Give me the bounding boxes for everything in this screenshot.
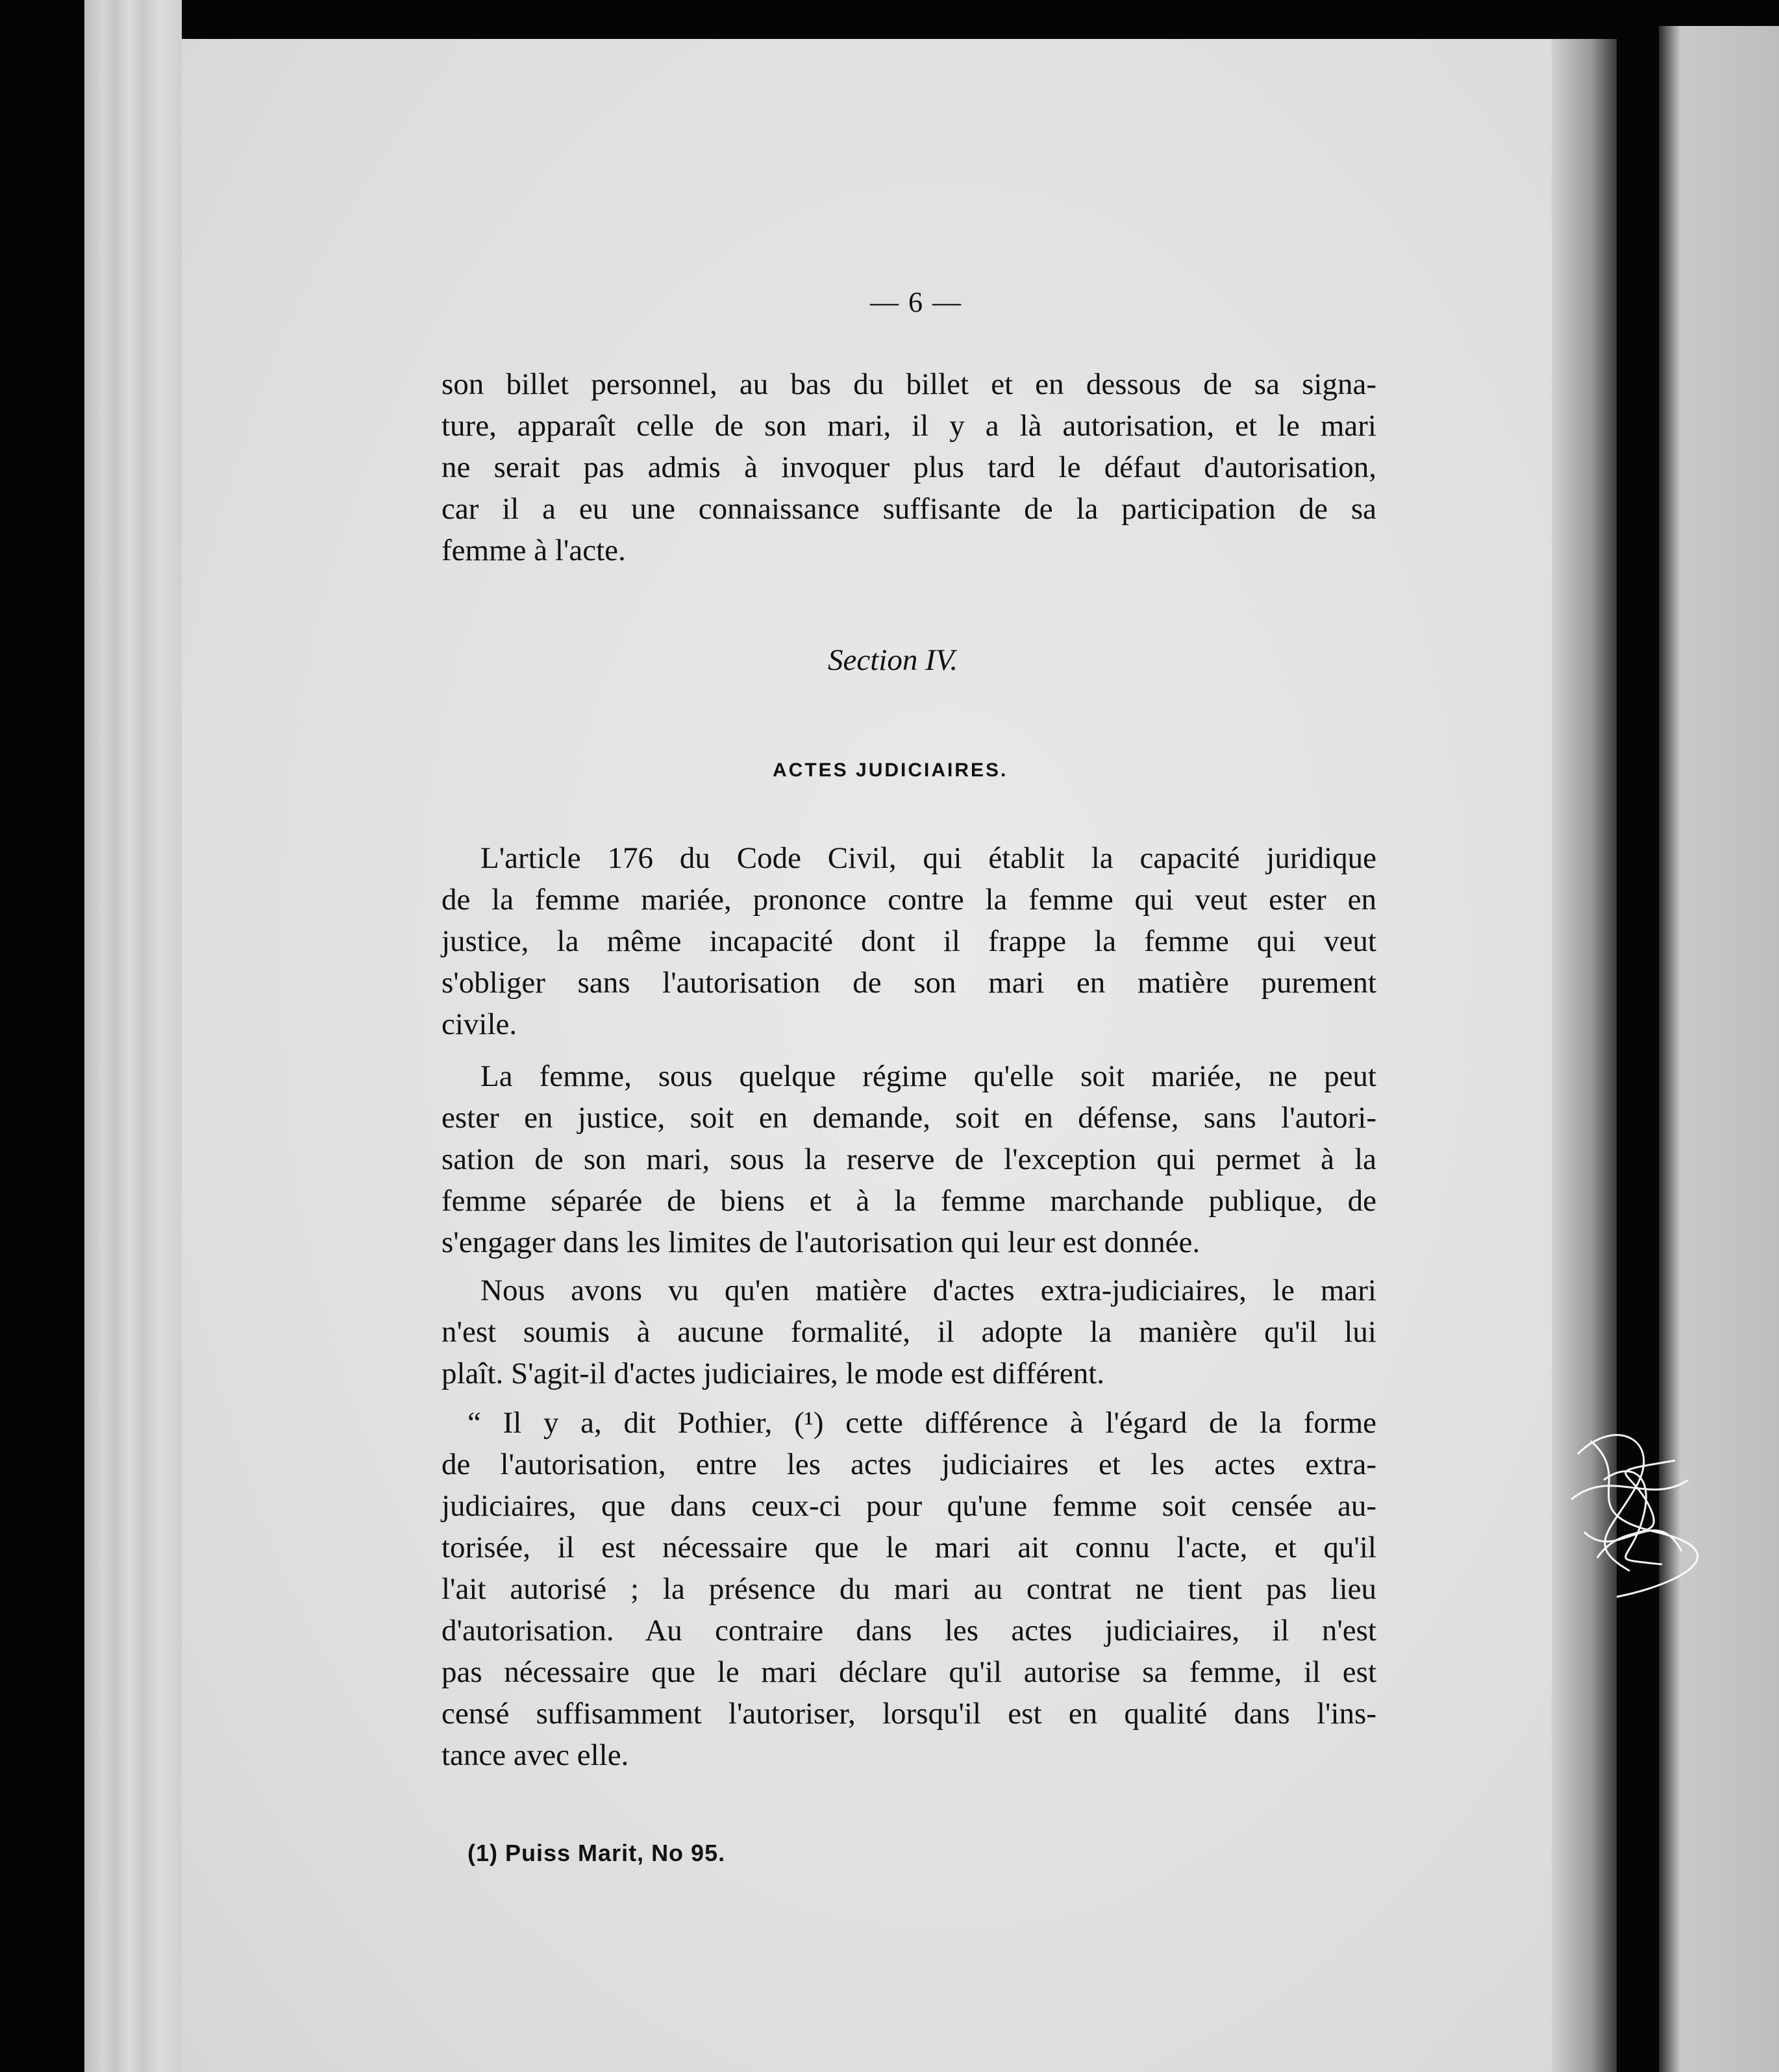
footnote: (1) Puiss Marit, No 95.: [467, 1840, 726, 1866]
page-stack-edges: [84, 0, 182, 2072]
scan-artifact-fibers: [1558, 1402, 1701, 1610]
text-line: judiciaires, que dans ceux-ci pour qu'une femme soit censée au-: [442, 1489, 1376, 1523]
text-line: femme à l'acte.: [442, 534, 626, 567]
page-gutter-shadow: [1552, 39, 1617, 2072]
text-line: ester en justice, soit en demande, soit en défense, sans l'autori-: [442, 1101, 1376, 1135]
text-line: ture, apparaît celle de son mari, il y a là autorisation, et le mari: [442, 409, 1376, 443]
paragraph-pothier-quote: [442, 1402, 1376, 1776]
paragraph-article-176: [442, 837, 1376, 1045]
text-line: de l'autorisation, entre les actes judiciaires et les actes extra-: [442, 1448, 1376, 1481]
text-line: plaît. S'agit-il d'actes judiciaires, le mode est différent.: [442, 1357, 1105, 1390]
text-line: d'autorisation. Au contraire dans les actes judiciaires, il n'est: [442, 1614, 1376, 1647]
text-line: “ Il y a, dit Pothier, (¹) cette différence à l'égard de la forme: [467, 1406, 1376, 1440]
text-line: s'obliger sans l'autorisation de son mari en matière purement: [442, 966, 1376, 1000]
text-line: Nous avons vu qu'en matière d'actes extra-judiciaires, le mari: [480, 1274, 1376, 1307]
text-line: n'est soumis à aucune formalité, il adopte la manière qu'il lui: [442, 1315, 1376, 1349]
paragraph-la-femme: [442, 1055, 1376, 1263]
text-line: de la femme mariée, prononce contre la femme qui veut ester en: [442, 883, 1376, 917]
text-line: torisée, il est nécessaire que le mari ait connu l'acte, et qu'il: [442, 1531, 1376, 1564]
adjacent-page-edge: [1659, 26, 1779, 2072]
continuation-paragraph: [442, 364, 1376, 571]
text-line: justice, la même incapacité dont il frappe la femme qui veut: [442, 924, 1376, 958]
text-line: l'ait autorisé ; la présence du mari au contrat ne tient pas lieu: [442, 1572, 1376, 1606]
paragraph-nous-avons-vu: [442, 1270, 1376, 1394]
text-line: tance avec elle.: [442, 1738, 629, 1772]
text-line: ne serait pas admis à invoquer plus tard le défaut d'autorisation,: [442, 450, 1376, 484]
text-line: car il a eu une connaissance suffisante de la participation de sa: [442, 492, 1376, 526]
text-line: s'engager dans les limites de l'autorisation qui leur est donnée.: [442, 1226, 1201, 1259]
text-line: son billet personnel, au bas du billet et en dessous de sa signa-: [442, 367, 1376, 401]
page-number: — 6 —: [870, 286, 962, 318]
text-line: sation de son mari, sous la reserve de l'exception qui permet à la: [442, 1142, 1376, 1176]
section-heading: ACTES JUDICIAIRES.: [773, 759, 1008, 781]
text-line: pas nécessaire que le mari déclare qu'il autorise sa femme, il est: [442, 1655, 1376, 1689]
text-line: censé suffisamment l'autoriser, lorsqu'il est en qualité dans l'ins-: [442, 1697, 1376, 1731]
text-line: femme séparée de biens et à la femme marchande publique, de: [442, 1184, 1376, 1218]
section-title: Section IV.: [828, 643, 958, 677]
text-line: civile.: [442, 1007, 517, 1041]
text-line: La femme, sous quelque régime qu'elle soit mariée, ne peut: [480, 1059, 1376, 1093]
text-line: L'article 176 du Code Civil, qui établit la capacité juridique: [480, 841, 1376, 875]
